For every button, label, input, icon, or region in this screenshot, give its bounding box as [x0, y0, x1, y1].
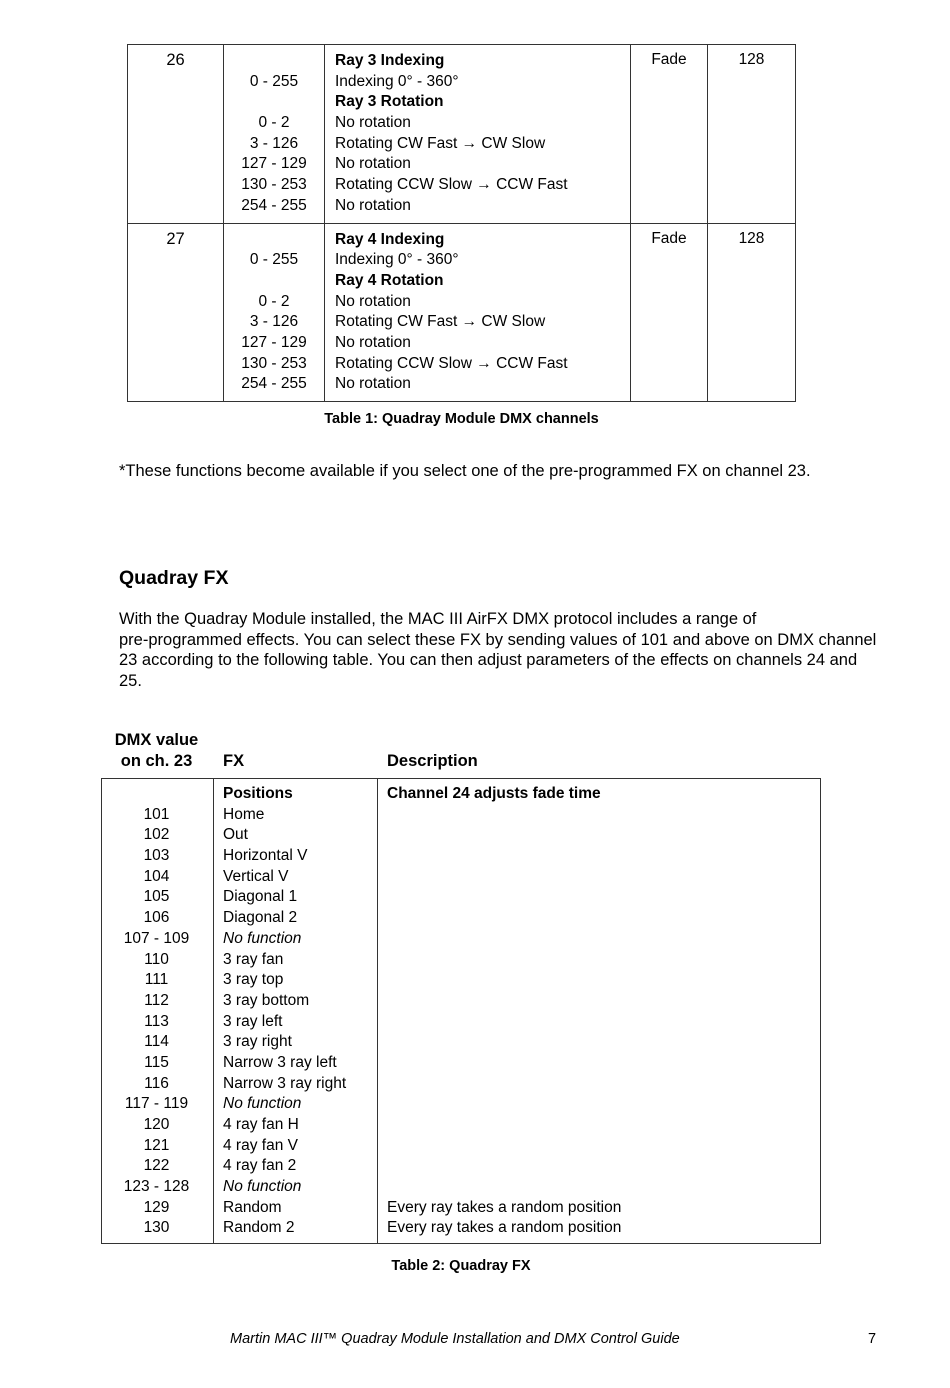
fx-name: 4 ray fan H [223, 1116, 299, 1133]
fx-table-header-description: Description [387, 752, 478, 770]
fx-description [387, 908, 621, 929]
fx-dmx-value: 114 [144, 1033, 169, 1051]
fx-description: Channel 24 adjusts fade time [387, 785, 601, 802]
fx-dmx-value [101, 784, 212, 805]
fx-description [387, 867, 621, 888]
function-label: Indexing 0° - 360° [335, 251, 459, 269]
fx-dmx-value: 129 [143, 1198, 170, 1216]
fx-name: Narrow 3 ray left [223, 1053, 337, 1071]
footnote: *These functions become available if you select one of the pre-programmed FX on channel 23. [119, 462, 811, 480]
function-cell [325, 45, 631, 224]
fx-description [387, 1012, 621, 1033]
value-range [224, 51, 324, 72]
channel-cell: 26 [128, 45, 224, 224]
fx-dmx-value: 102 [143, 826, 170, 844]
function-cell [325, 223, 631, 402]
fx-description [387, 929, 621, 950]
value-range: 0 - 255 [249, 251, 299, 269]
fx-description: Every ray takes a random position [387, 1219, 622, 1237]
section-paragraph [119, 609, 919, 692]
fx-dmx-value: 112 [144, 991, 169, 1009]
fx-description [387, 970, 621, 991]
fx-name: No function [223, 1095, 302, 1113]
fx-table-divider [213, 779, 214, 1243]
fx-dmx-value: 117 - 119 [124, 1095, 189, 1113]
fx-description [387, 991, 621, 1012]
paragraph-line: pre-programmed effects. You can select these FX by sending values of 101 and above on DMX channel [119, 630, 877, 649]
fx-description [387, 1074, 621, 1095]
function-label: No rotation [335, 333, 411, 351]
fx-description [387, 950, 621, 971]
fade-cell: Fade [631, 45, 708, 224]
value-range-cell [224, 45, 325, 224]
footer-title: Martin MAC III™ Quadray Module Installation and DMX Control Guide [230, 1331, 680, 1347]
value-range: 3 - 126 [249, 134, 299, 152]
fx-dmx-value: 113 [144, 1012, 169, 1030]
value-range: 0 - 255 [249, 72, 299, 90]
fx-dmx-value: 104 [143, 867, 170, 885]
fx-name: Diagonal 2 [223, 909, 298, 927]
fx-description [387, 887, 621, 908]
fx-dmx-value: 115 [144, 1053, 169, 1071]
fx-name: 3 ray right [223, 1033, 292, 1051]
fx-table-divider [377, 779, 378, 1243]
fx-description [387, 1177, 621, 1198]
fx-description [387, 1094, 621, 1115]
fx-name: No function [223, 929, 302, 947]
fx-name: Random [223, 1198, 282, 1216]
fx-table-header-dmx [101, 730, 212, 772]
value-range: 254 - 255 [241, 196, 307, 214]
function-label: Ray 3 Indexing [335, 52, 445, 69]
fx-name: Out [223, 826, 248, 844]
function-label: Rotating CCW Slow → CCW Fast [335, 354, 568, 372]
value-range-cell [224, 223, 325, 402]
fx-name-column [223, 784, 346, 1239]
fx-description-column [387, 784, 621, 1239]
fx-dmx-value: 122 [143, 1157, 170, 1175]
function-label: Rotating CW Fast → CW Slow [335, 134, 546, 152]
fx-description: Every ray takes a random position [387, 1198, 622, 1216]
value-range: 3 - 126 [249, 313, 299, 331]
function-label: No rotation [335, 375, 411, 393]
value-range: 127 - 129 [241, 155, 307, 173]
fx-name: 4 ray fan V [223, 1136, 298, 1154]
fx-dmx-column [101, 784, 212, 1239]
fx-name: 3 ray left [223, 1012, 283, 1030]
page-number: 7 [868, 1331, 877, 1347]
fx-dmx-value: 101 [143, 805, 170, 823]
function-label: Rotating CCW Slow → CCW Fast [335, 176, 568, 194]
fx-dmx-value: 120 [143, 1116, 170, 1133]
value-range: 127 - 129 [241, 333, 307, 351]
table-row [128, 223, 796, 402]
table1-caption: Table 1: Quadray Module DMX channels [324, 411, 599, 427]
fx-name: Diagonal 1 [223, 888, 298, 906]
fx-description [387, 825, 621, 846]
fx-dmx-value: 116 [144, 1074, 169, 1092]
fx-dmx-value: 103 [143, 847, 170, 865]
fx-name: No function [223, 1178, 302, 1196]
fx-header-dmx-line1: DMX value [114, 731, 199, 749]
fx-dmx-value: 123 - 128 [123, 1178, 190, 1196]
channel-cell: 27 [128, 223, 224, 402]
function-label: Ray 4 Indexing [335, 230, 445, 248]
fx-name: Vertical V [223, 867, 289, 885]
fx-description [387, 805, 621, 826]
dmx-channel-table-body [128, 45, 796, 402]
fx-dmx-value: 121 [143, 1136, 170, 1154]
table2-caption: Table 2: Quadray FX [391, 1258, 531, 1274]
value-range: 254 - 255 [241, 375, 307, 393]
fx-dmx-value: 111 [144, 971, 169, 989]
function-label: No rotation [335, 155, 411, 173]
section-heading: Quadray FX [119, 567, 229, 589]
fx-dmx-value: 107 - 109 [123, 929, 190, 947]
default-cell: 128 [708, 223, 796, 402]
fx-name: 4 ray fan 2 [223, 1157, 297, 1175]
paragraph-line: With the Quadray Module installed, the MAC III AirFX DMX protocol includes a range of [119, 610, 757, 628]
value-range: 0 - 2 [258, 292, 290, 310]
function-label: Ray 4 Rotation [335, 271, 444, 289]
value-range: 130 - 253 [241, 176, 307, 194]
fx-name: Horizontal V [223, 847, 308, 865]
default-cell: 128 [708, 45, 796, 224]
fx-description [387, 1053, 621, 1074]
function-label: Ray 3 Rotation [335, 93, 444, 111]
function-label: No rotation [335, 292, 411, 310]
fx-name: 3 ray fan [223, 950, 284, 968]
fx-description [387, 1136, 621, 1157]
fx-name: Positions [223, 785, 293, 802]
value-range [224, 230, 324, 251]
fx-header-dmx-line2: on ch. 23 [120, 752, 193, 770]
paragraph-line: 23 according to the following table. You can then adjust parameters of the effects on channels 24 and [119, 651, 858, 670]
paragraph-line: 25. [119, 672, 142, 691]
fx-name: Random 2 [223, 1219, 295, 1237]
fx-description [387, 1115, 621, 1136]
fx-name: Home [223, 805, 265, 823]
fx-name: 3 ray top [223, 971, 284, 989]
value-range: 130 - 253 [241, 354, 307, 372]
value-range: 0 - 2 [258, 114, 290, 132]
fx-name: Narrow 3 ray right [223, 1074, 347, 1092]
function-label: Rotating CW Fast → CW Slow [335, 313, 546, 331]
value-range [224, 271, 324, 292]
function-label: No rotation [335, 196, 411, 214]
fx-description [387, 1156, 621, 1177]
fade-cell: Fade [631, 223, 708, 402]
fx-description [387, 1032, 621, 1053]
fx-table-header-fx: FX [223, 752, 245, 770]
table-row [128, 45, 796, 224]
fx-description [387, 846, 621, 867]
fx-dmx-value: 110 [144, 950, 169, 968]
fx-dmx-value: 130 [143, 1219, 170, 1237]
fx-name: 3 ray bottom [223, 991, 310, 1009]
dmx-channel-table [127, 44, 796, 402]
function-label: Indexing 0° - 360° [335, 72, 459, 90]
fx-dmx-value: 105 [143, 888, 170, 906]
fx-dmx-value: 106 [143, 909, 170, 927]
value-range [224, 92, 324, 113]
function-label: No rotation [335, 114, 411, 132]
